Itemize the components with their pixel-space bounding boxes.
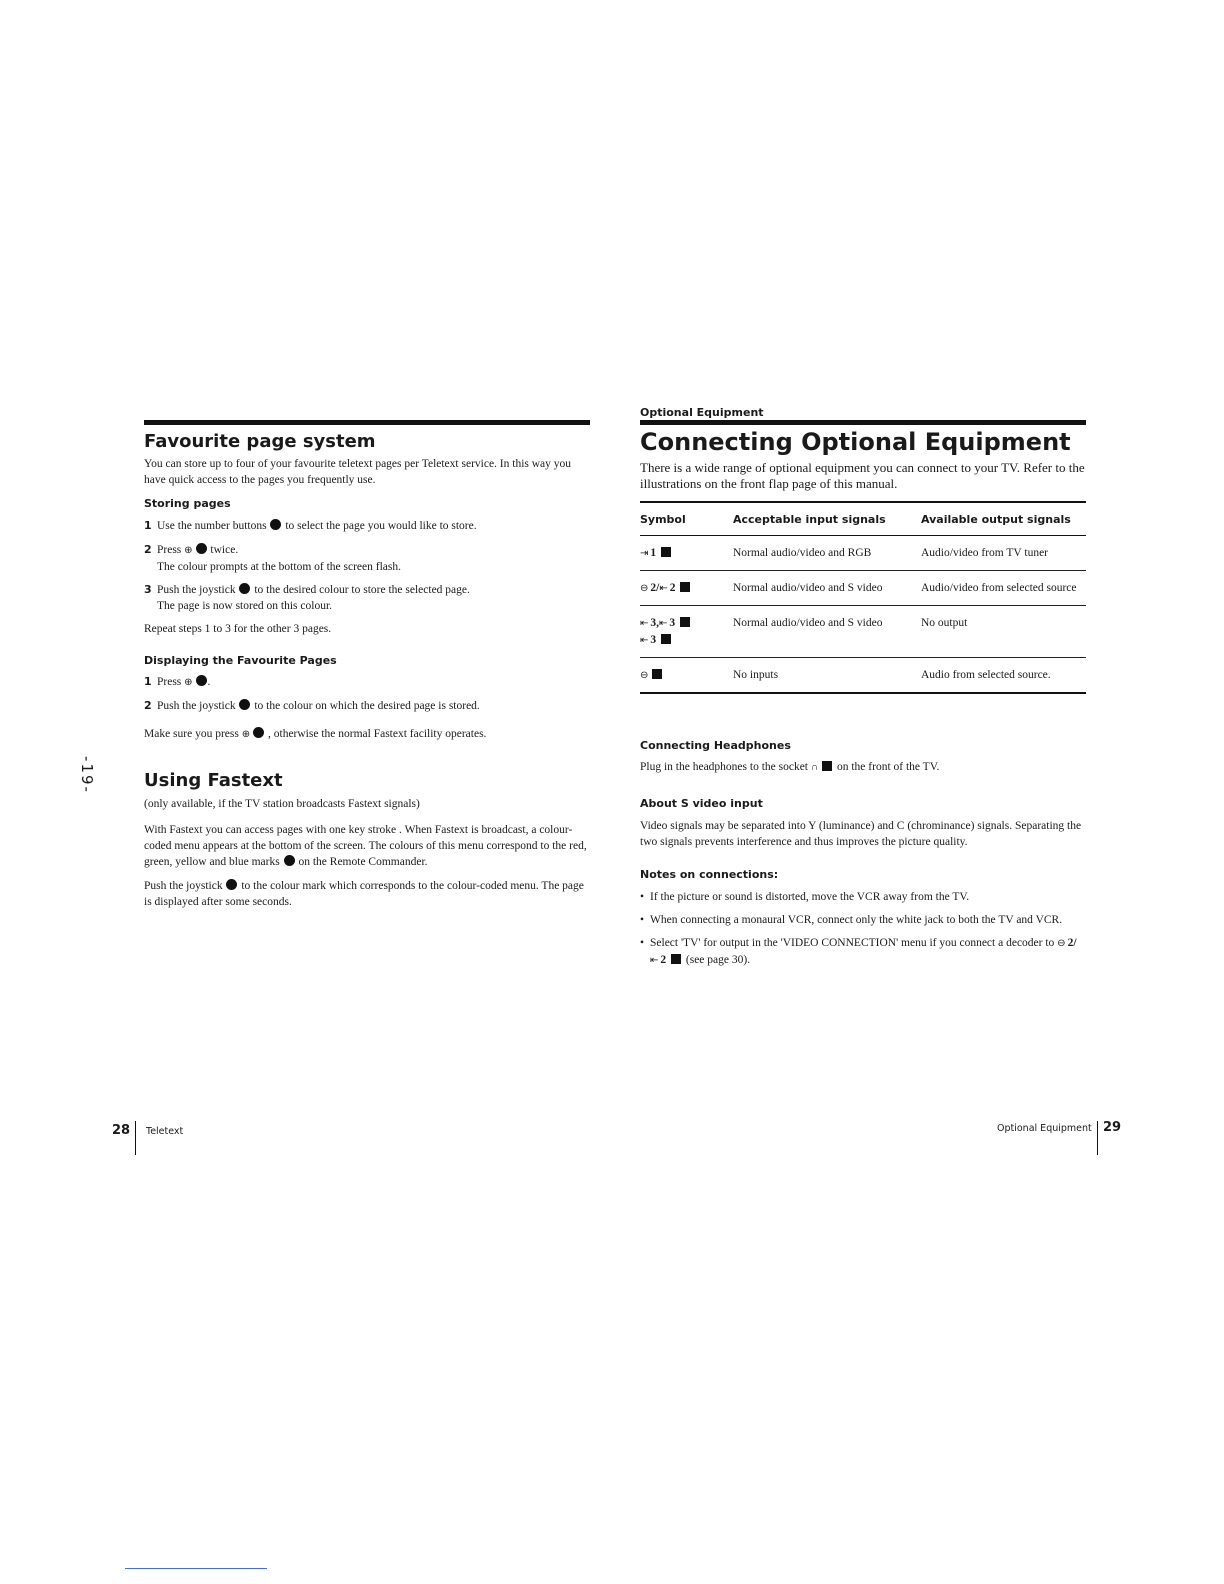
fastext-para-2: Push the joystick to the colour mark which corresponds to the colour-coded menu. The page is displayed after some seconds. (144, 880, 584, 908)
socket-letter-icon (822, 761, 832, 771)
left-footer-label: Teletext (146, 1126, 184, 1137)
socket-letter-icon (661, 547, 671, 557)
col-input: Acceptable input signals (733, 502, 921, 536)
output-cell: Audio/video from selected source (921, 571, 1086, 606)
output-cell: No output (921, 606, 1086, 658)
joystick-icon (239, 699, 250, 710)
fastext-note: (only available, if the TV station broadcasts Fastext signals) (144, 798, 420, 810)
joystick-icon (226, 879, 237, 890)
favourite-key-icon: ⊕ (184, 545, 193, 556)
scart-rgb-icon: ⇥ (640, 548, 649, 559)
left-page-number: 28 (112, 1123, 131, 1138)
svideo-text: Video signals may be separated into Y (luminance) and C (chrominance) signals. Separating the two signals prevents interference and thus improves the picture quality. (640, 820, 1082, 848)
notes-list (640, 889, 1086, 969)
favourite-intro: You can store up to four of your favourite teletext pages per Teletext service. In this way you have quick access to the pages you frequently use. (144, 458, 572, 486)
av-input-icon: ⇤ (640, 618, 649, 629)
favourite-key-icon: ⊕ (184, 677, 193, 688)
symbol-cell: ⇤ 3,⇤ 3 ⇤ 3 (640, 606, 733, 658)
input-cell: No inputs (733, 658, 921, 694)
input-cell: Normal audio/video and S video (733, 571, 921, 606)
right-footer-label: Optional Equipment (997, 1123, 1092, 1134)
list-item: • If the picture or sound is distorted, move the VCR away from the TV. (640, 889, 1086, 905)
headphones-heading: Connecting Headphones (640, 739, 791, 752)
fastext-para-1: With Fastext you can access pages with one key stroke . When Fastext is broadcast, a colour-coded menu appears at the bottom of the screen. The colours of this menu correspond to the red, green, yellow and blue marks on the Remote Commander. (144, 824, 587, 868)
audio-output-icon: ⊖ (640, 670, 649, 681)
favourite-title: Favourite page system (144, 431, 376, 452)
connecting-intro: There is a wide range of optional equipment you can connect to your TV. Refer to the illustrations on the front flap page of this manual. (640, 460, 1085, 491)
socket-letter-icon (680, 582, 690, 592)
input-cell: Normal audio/video and RGB (733, 536, 921, 571)
left-top-rule (144, 420, 590, 425)
table-row (640, 536, 1086, 571)
joystick-icon (239, 583, 250, 594)
favourite-key-icon: ⊕ (241, 729, 251, 740)
storing-step-3: 3 Push the joystick to the desired colour to store the selected page. The page is now stored on this colour. (144, 583, 470, 612)
table-row (640, 571, 1086, 606)
table-row (640, 658, 1086, 694)
joystick-icon (284, 855, 295, 866)
av-input-icon: ⇤ (659, 618, 668, 629)
symbol-cell (640, 658, 733, 694)
number-buttons-icon (270, 519, 281, 530)
col-output: Available output signals (921, 502, 1086, 536)
svideo-heading: About S video input (640, 797, 763, 810)
displaying-note: Make sure you press ⊕ , otherwise the normal Fastext facility operates. (144, 726, 590, 743)
storing-step-1: 1 Use the number buttons to select the page you would like to store. (144, 519, 477, 532)
svideo-icon: ⇤ (659, 583, 668, 594)
storing-repeat: Repeat steps 1 to 3 for the other 3 pages. (144, 623, 332, 635)
button-marker-icon (253, 727, 264, 738)
notes-heading: Notes on connections: (640, 868, 779, 881)
right-page-number: 29 (1103, 1120, 1122, 1135)
scart-av-icon: ⊖ (640, 583, 649, 594)
right-top-rule (640, 420, 1086, 425)
headphones-text: Plug in the headphones to the socket ∩ on the front of the TV. (640, 759, 1086, 776)
output-cell: Audio/video from TV tuner (921, 536, 1086, 571)
right-footer-rule (1097, 1121, 1098, 1155)
section-label: Optional Equipment (640, 406, 764, 419)
button-marker-icon (196, 675, 207, 686)
displaying-step-1: 1 Press ⊕ . (144, 674, 590, 691)
button-marker-icon (196, 543, 207, 554)
table-header-row (640, 502, 1086, 536)
side-page-number: -19- (77, 756, 96, 794)
socket-letter-icon (680, 617, 690, 627)
storing-heading: Storing pages (144, 497, 231, 510)
scart-av-icon: ⊖ (1057, 938, 1066, 949)
list-item: • Select 'TV' for output in the 'VIDEO CONNECTION' menu if you connect a decoder to ⊖ 2/⇤ 2 (see page 30). (640, 935, 1086, 969)
list-item: • When connecting a monaural VCR, connect only the white jack to both the TV and VCR. (640, 912, 1086, 928)
input-cell: Normal audio/video and S video (733, 606, 921, 658)
socket-letter-icon (671, 954, 681, 964)
signals-table (640, 501, 1086, 694)
output-cell: Audio from selected source. (921, 658, 1086, 694)
fastext-section (144, 796, 590, 910)
socket-letter-icon (661, 634, 671, 644)
socket-letter-icon (652, 669, 662, 679)
col-symbol: Symbol (640, 502, 733, 536)
svideo-icon: ⇤ (650, 955, 659, 966)
displaying-heading: Displaying the Favourite Pages (144, 654, 337, 667)
signals-table-wrap (640, 501, 1086, 694)
symbol-cell: ⇥ 1 (640, 536, 733, 571)
displaying-step-2: 2 Push the joystick to the colour on which the desired page is stored. (144, 699, 480, 712)
right-notes-section (640, 739, 1086, 976)
headphones-icon: ∩ (810, 762, 819, 773)
connecting-title: Connecting Optional Equipment (640, 428, 1071, 456)
symbol-cell: ⊖ 2/⇤ 2 (640, 571, 733, 606)
storing-step-2: 2 Press ⊕ twice. The colour prompts at the bottom of the screen flash. (144, 543, 401, 573)
fastext-title: Using Fastext (144, 770, 283, 791)
favourite-section (144, 456, 590, 743)
svideo-icon: ⇤ (640, 635, 649, 646)
bottom-link-rule (125, 1568, 267, 1569)
left-footer-rule (135, 1121, 136, 1155)
table-row (640, 606, 1086, 658)
